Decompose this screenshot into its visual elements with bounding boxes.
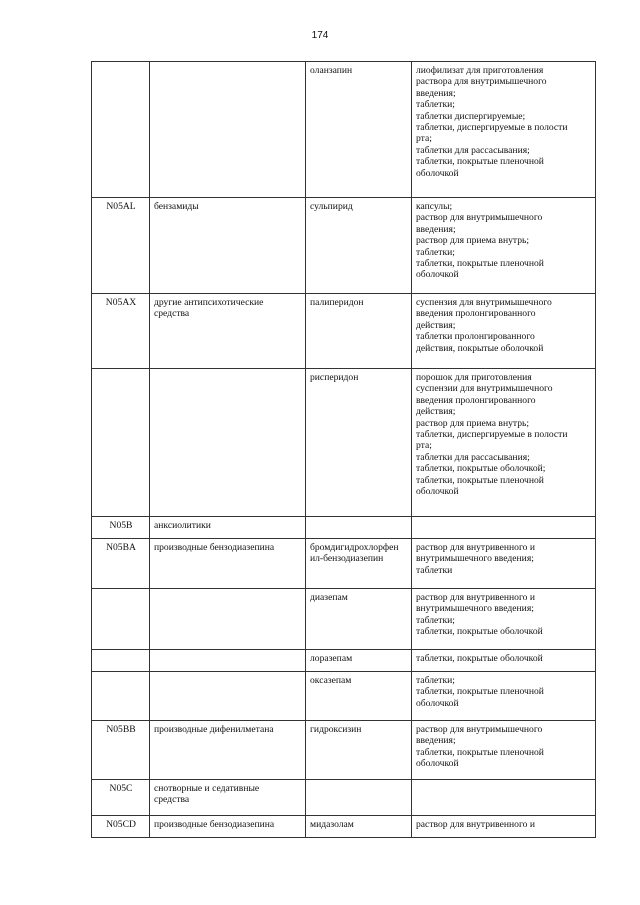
table-row	[92, 62, 596, 198]
drug-name-cell: рисперидон	[306, 369, 412, 517]
drug-name-cell: бромдигидрохлорфен ил-бензодиазепин	[306, 539, 412, 589]
table-row	[92, 517, 596, 539]
atc-code-cell: N05BA	[92, 539, 150, 589]
dosage-forms-cell: капсулы; раствор для внутримышечного введения; раствор для приема внутрь; таблетки; таблетки, покрытые пленочной оболочкой	[412, 198, 596, 294]
group-cell	[150, 672, 306, 721]
atc-code-cell: N05AL	[92, 198, 150, 294]
dosage-forms-cell: таблетки, покрытые оболочкой	[412, 650, 596, 672]
dosage-forms-cell: порошок для приготовления суспензии для внутримышечного введения пролонгированного действия; раствор для приема внутрь; таблетки, диспергируемые в полости рта; таблетки для рассасывания; таблетки, покрытые оболочкой; таблетки, покрытые пленочной оболочкой	[412, 369, 596, 517]
dosage-forms-cell: таблетки; таблетки, покрытые пленочной оболочкой	[412, 672, 596, 721]
drug-name-cell	[306, 780, 412, 816]
drug-name-cell: лоразепам	[306, 650, 412, 672]
atc-code-cell	[92, 672, 150, 721]
group-cell: снотворные и седативные средства	[150, 780, 306, 816]
drug-name-cell: мидазолам	[306, 816, 412, 838]
table-row	[92, 816, 596, 838]
table-row	[92, 198, 596, 294]
drug-name-cell: палиперидон	[306, 294, 412, 369]
table-row	[92, 721, 596, 780]
drug-table	[91, 61, 596, 838]
drug-name-cell: оланзапин	[306, 62, 412, 198]
dosage-forms-cell: раствор для внутривенного и внутримышечного введения; таблетки; таблетки, покрытые оболочкой	[412, 589, 596, 650]
group-cell: производные бензодиазепина	[150, 539, 306, 589]
drug-name-cell: оксазепам	[306, 672, 412, 721]
table-row	[92, 589, 596, 650]
atc-code-cell: N05B	[92, 517, 150, 539]
atc-code-cell	[92, 589, 150, 650]
drug-name-cell: гидроксизин	[306, 721, 412, 780]
table-row	[92, 672, 596, 721]
group-cell	[150, 589, 306, 650]
dosage-forms-cell	[412, 517, 596, 539]
dosage-forms-cell: лиофилизат для приготовления раствора для внутримышечного введения; таблетки; таблетки диспергируемые; таблетки, диспергируемые в полости рта; таблетки для рассасывания; таблетки, покрытые пленочной оболочкой	[412, 62, 596, 198]
group-cell	[150, 369, 306, 517]
table-row	[92, 539, 596, 589]
table-row	[92, 294, 596, 369]
atc-code-cell: N05AX	[92, 294, 150, 369]
atc-code-cell: N05CD	[92, 816, 150, 838]
group-cell: производные дифенилметана	[150, 721, 306, 780]
group-cell: бензамиды	[150, 198, 306, 294]
atc-code-cell	[92, 369, 150, 517]
dosage-forms-cell: раствор для внутривенного и внутримышечного введения; таблетки	[412, 539, 596, 589]
drug-name-cell: диазепам	[306, 589, 412, 650]
group-cell	[150, 62, 306, 198]
table-row	[92, 650, 596, 672]
dosage-forms-cell: раствор для внутривенного и	[412, 816, 596, 838]
drug-name-cell: сульпирид	[306, 198, 412, 294]
atc-code-cell: N05BB	[92, 721, 150, 780]
dosage-forms-cell: суспензия для внутримышечного введения пролонгированного действия; таблетки пролонгированного действия, покрытые оболочкой	[412, 294, 596, 369]
group-cell: другие антипсихотические средства	[150, 294, 306, 369]
dosage-forms-cell: раствор для внутримышечного введения; таблетки, покрытые пленочной оболочкой	[412, 721, 596, 780]
table-row	[92, 369, 596, 517]
atc-code-cell: N05C	[92, 780, 150, 816]
drug-name-cell	[306, 517, 412, 539]
atc-code-cell	[92, 62, 150, 198]
table-row	[92, 780, 596, 816]
group-cell: анксиолитики	[150, 517, 306, 539]
page-number: 174	[311, 30, 329, 41]
group-cell: производные бензодиазепина	[150, 816, 306, 838]
atc-code-cell	[92, 650, 150, 672]
drug-table-body	[92, 62, 596, 838]
group-cell	[150, 650, 306, 672]
dosage-forms-cell	[412, 780, 596, 816]
